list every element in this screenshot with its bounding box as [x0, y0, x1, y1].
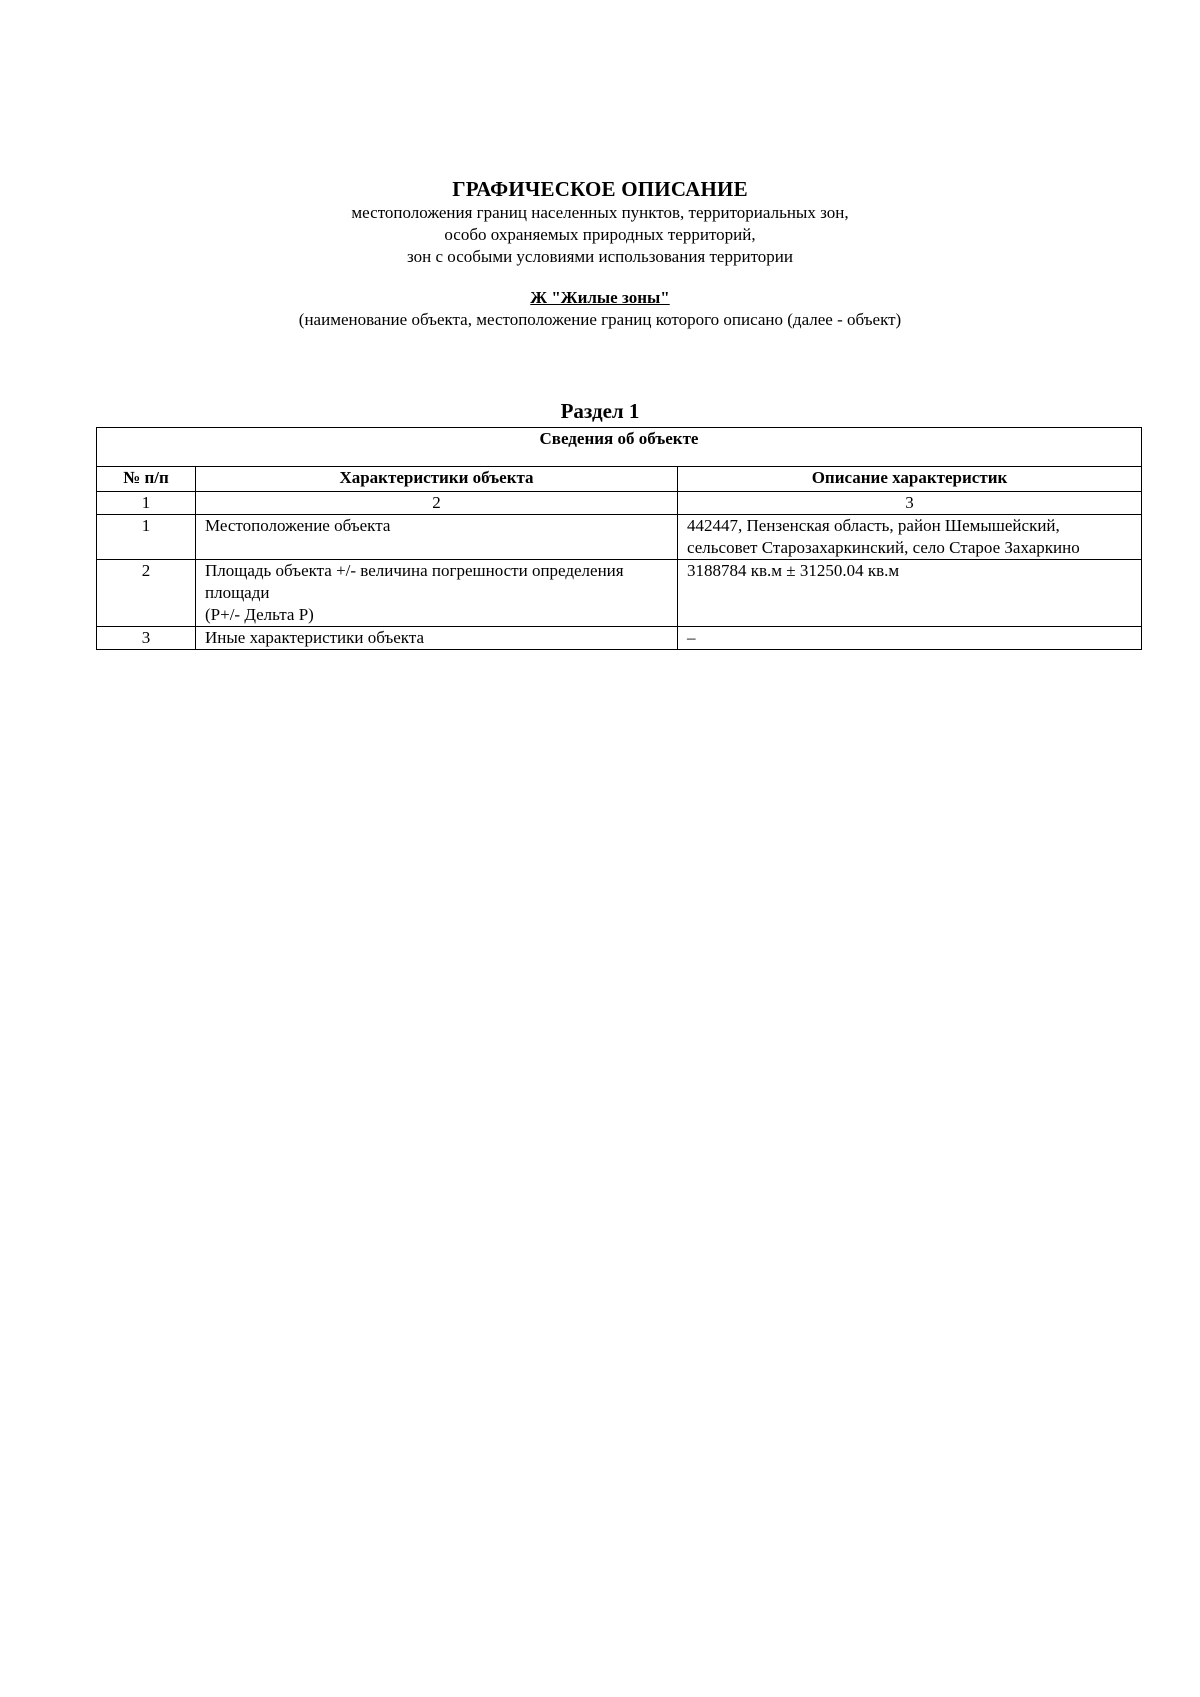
column-number-3: 3	[678, 492, 1142, 515]
table-caption: Сведения об объекте	[97, 428, 1142, 467]
object-name: Ж "Жилые зоны"	[530, 288, 670, 307]
column-header-characteristic: Характеристики объекта	[196, 467, 678, 492]
document-header	[0, 176, 1200, 331]
row-number: 1	[97, 515, 196, 560]
row-characteristic-line-1: Площадь объекта +/- величина погрешности определения площади	[205, 561, 624, 602]
row-description: 3188784 кв.м ± 31250.04 кв.м	[678, 560, 1142, 627]
column-number-2: 2	[196, 492, 678, 515]
table-row	[97, 627, 1142, 650]
column-header-description: Описание характеристик	[678, 467, 1142, 492]
column-number-1: 1	[97, 492, 196, 515]
row-description: –	[678, 627, 1142, 650]
row-characteristic: Иные характеристики объекта	[196, 627, 678, 650]
subtitle-line-3: зон с особыми условиями использования территории	[407, 247, 793, 266]
table-header-row	[97, 467, 1142, 492]
object-name-hint: (наименование объекта, местоположение границ которого описано (далее - объект)	[298, 310, 902, 329]
column-header-number: № п/п	[97, 467, 196, 492]
table-caption-row	[97, 428, 1142, 467]
row-characteristic-line-2: (Р+/- Дельта Р)	[205, 605, 314, 624]
table-row	[97, 515, 1142, 560]
subtitle-line-2: особо охраняемых природных территорий,	[444, 225, 756, 244]
section-title: Раздел 1	[560, 399, 640, 423]
subtitle-line-1: местоположения границ населенных пунктов, территориальных зон,	[351, 203, 849, 222]
object-info-table	[96, 427, 1142, 650]
row-characteristic	[196, 560, 678, 627]
column-numbering-row	[97, 492, 1142, 515]
row-characteristic: Местоположение объекта	[196, 515, 678, 560]
document-title: ГРАФИЧЕСКОЕ ОПИСАНИЕ	[452, 177, 748, 201]
table-row	[97, 560, 1142, 627]
row-description: 442447, Пензенская область, район Шемышейский, сельсовет Старозахаркинский, село Старое Захаркино	[678, 515, 1142, 560]
row-number: 3	[97, 627, 196, 650]
row-number: 2	[97, 560, 196, 627]
